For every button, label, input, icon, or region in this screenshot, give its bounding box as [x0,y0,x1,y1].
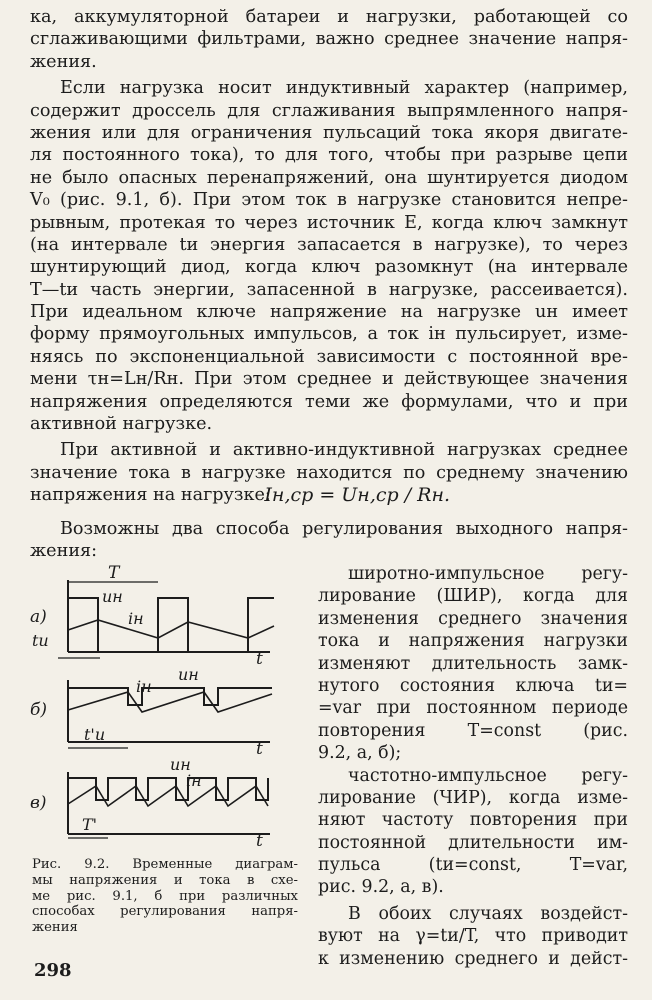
caption-line: жения [32,920,78,936]
time-label-b: t [256,739,263,759]
voltage-label-a: uн [102,587,123,606]
text-line: =var при постоянном периоде [318,698,628,719]
time-label-a: t [256,649,263,669]
text-line: напряжения определяются теми же формулами, что и при [30,391,628,412]
text-line: к изменению среднего и дейст- [318,948,628,969]
formula: Iн,ср = Uн,ср / Rн. [264,484,450,506]
text-line: тока и напряжения нагрузки [318,631,628,652]
text-line: жения. [30,51,97,72]
text-line: значение тока в нагрузке находится по среднему значению [30,462,628,483]
text-line: (на интервале tи энергия запасается в нагрузке), то через [30,234,628,255]
caption-line: Рис. 9.2. Временные диаграм- [32,857,298,872]
timing-diagram-svg [28,560,298,850]
text-line: не было опасных перенапряжений, она шунтируется диодом [30,167,628,188]
caption-line: ме рис. 9.1, б при различных [32,888,298,904]
text-block-regulation [30,518,628,563]
voltage-label-c: uн [170,755,191,774]
text-line: При активной и активно-индуктивной нагрузках среднее [60,440,628,461]
text-line: лирование (ЧИР), когда изме- [318,787,628,808]
text-line: рис. 9.2, а, в). [318,877,444,898]
text-block-right [318,563,628,970]
figure-caption [32,857,298,936]
pulse-label-b: t'и [84,725,106,744]
page-number: 298 [34,960,72,981]
row-label-b: б) [30,700,48,720]
text-line: активной нагрузке. [30,414,213,435]
text-line: Если нагрузка носит индуктивный характер (например, [60,78,628,99]
pulse-label-a: tи [32,631,49,650]
text-line: T—tи часть энергии, запасенной в нагрузке, рассеивается). [30,279,628,300]
row-label-a: а) [30,607,47,627]
timing-diagram-figure [28,560,298,850]
period-label: T [108,563,120,583]
text-line: няют частоту повторения при [318,810,628,831]
text-line: повторения T=const (рис. [318,720,628,741]
text-block-top [30,6,628,507]
text-line: жения: [30,541,98,562]
text-line: 9.2, а, б); [318,743,402,764]
text-line: пульса (tи=const, T=var, [318,855,628,876]
text-line: ка, аккумуляторной батареи и нагрузки, работающей со [30,7,628,27]
text-line: изменяют длительность замк- [318,653,628,674]
text-line: широтно-импульсное регу- [348,564,628,584]
current-label-b: iн [136,677,152,696]
caption-line: способах регулирования напря- [32,904,298,920]
text-line: нутого состояния ключа tи= [318,675,628,696]
text-line: шунтирующий диод, когда ключ разомкнут (на интервале [30,257,628,278]
text-line: вуют на γ=tи/T, что приводит [318,926,628,947]
text-line: форму прямоугольных импульсов, а ток iн пульсирует, изме- [30,324,628,345]
text-line: рывным, протекая то через источник E, когда ключ замкнут [30,212,628,233]
text-line: мени τн=Lн/Rн. При этом среднее и действующее значения [30,369,628,390]
text-line: содержит дроссель для сглаживания выпрямленного напря- [30,100,628,121]
current-label-a: iн [128,609,144,628]
current-label-c: iн [186,771,202,790]
text-line: сглаживающими фильтрами, важно среднее значение напря- [30,29,628,50]
text-line: няясь по экспоненциальной зависимости с постоянной вре- [30,346,628,367]
row-label-c: в) [30,793,47,813]
text-line: ля постоянного тока), то для того, чтобы при разрыве цепи [30,145,628,166]
caption-line: мы напряжения и тока в схе- [32,872,298,888]
text-line: При идеальном ключе напряжение на нагрузке uн имеет [30,302,628,323]
text-line: постоянной длительности им- [318,832,628,853]
text-line: лирование (ШИР), когда для [318,586,628,607]
text-line: частотно-импульсное регу- [348,765,628,786]
time-label-c: t [256,831,263,850]
text-line: В обоих случаях воздейст- [348,903,628,924]
text-line: изменения среднего значения [318,608,628,629]
text-line: напряжения на нагрузке: [30,485,271,506]
text-line: Возможны два способа регулирования выходного напря- [60,519,628,539]
text-line: V₀ (рис. 9.1, б). При этом ток в нагрузке становится непре- [30,190,628,211]
text-line: жения или для ограничения пульсаций тока якоря двигате- [30,122,628,143]
voltage-label-b: uн [178,665,199,684]
period-label-c: T' [82,815,98,834]
